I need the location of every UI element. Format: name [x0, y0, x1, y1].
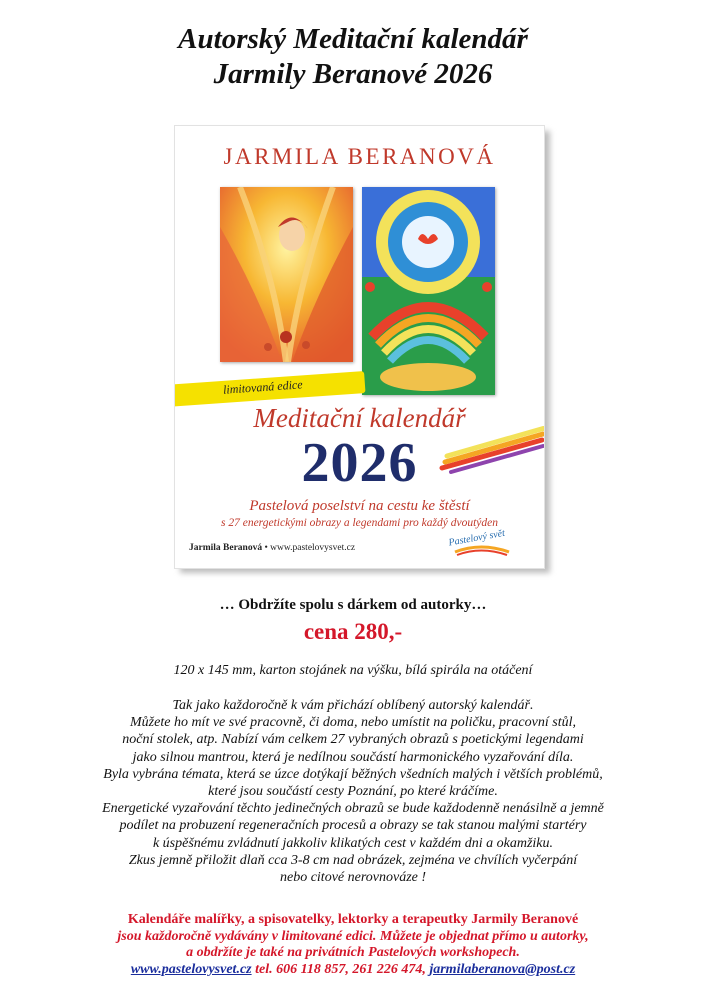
- cover-author: JARMILA BERANOVÁ: [223, 144, 496, 169]
- description-line: Energetické vyzařování těchto jedinečných obrazů se bude každodenně nenásilně a jemně: [102, 801, 604, 817]
- contact-line-3: a obdržíte je také na privátních Pastelových workshopech.: [186, 945, 520, 960]
- hint-line: nebo citové nerovnováze !: [279, 870, 427, 885]
- usage-hint: [0, 852, 706, 886]
- description-line: jako silnou mantrou, která je nedílnou součástí harmonického vyzařování díla.: [132, 749, 574, 765]
- description: [0, 697, 706, 852]
- painting-right: [362, 187, 495, 395]
- description-line: které jsou součástí cesty Poznání, po které kráčíme.: [208, 784, 498, 800]
- description-line: Tak jako každoročně k vám přichází oblíbený autorský kalendář.: [172, 698, 534, 713]
- logo-text: Pastelový svět: [447, 527, 506, 549]
- painting-left: [220, 187, 353, 362]
- description-line: k úspěšnému zvládnutí jakkoliv klikatých cest v každém dni a okamžiku.: [152, 835, 554, 851]
- cover-calendar-title: Meditační kalendář: [253, 403, 466, 433]
- price: cena 280,-: [303, 619, 403, 644]
- hint-line: Zkus jemně přiložit dlaň cca 3-8 cm nad obrázek, zejména ve chvílích vyčerpání: [128, 853, 578, 868]
- contact-line-2: jsou každoročně vydávány v limitované edici. Můžete je objednat přímo u autorky,: [117, 928, 589, 944]
- contact-block: [0, 912, 706, 978]
- cover-footer-web: • www.pastelovysvet.cz: [262, 543, 356, 553]
- phone-numbers: tel. 606 118 857, 261 226 474,: [251, 961, 430, 977]
- title-line-1: Autorský Meditační kalendář: [178, 23, 528, 55]
- title-line-2: Jarmily Beranové 2026: [213, 58, 493, 90]
- page-title: [0, 22, 706, 92]
- description-line: noční stolek, atp. Nabízí vám celkem 27 vybraných obrazů s poetickými legendami: [122, 732, 584, 748]
- limited-edition-badge: limitovaná edice: [222, 377, 303, 397]
- gift-note: … Obdržíte spolu s dárkem od autorky…: [219, 597, 487, 613]
- contact-line-4: [0, 962, 706, 979]
- website-link[interactable]: www.pastelovysvet.cz: [130, 961, 252, 977]
- cover-subtitle-detail: s 27 energetickými obrazy a legendami pro každý dvoutýden: [221, 517, 498, 529]
- cover-subtitle: Pastelová poselství na cestu ke štěstí: [249, 498, 470, 514]
- calendar-cover-image: [174, 125, 545, 569]
- cover-year: 2026: [301, 432, 418, 494]
- contact-line-1: Kalendáře malířky, a spisovatelky, lektorky a terapeutky Jarmily Beranové: [127, 912, 579, 927]
- description-line: Byla vybrána témata, která se úzce dotýkají běžných všedních malých i větších problémů,: [103, 766, 603, 782]
- pastelovy-svet-logo: [445, 524, 517, 560]
- product-spec: 120 x 145 mm, karton stojánek na výšku, bílá spirála na otáčení: [173, 663, 533, 678]
- email-link[interactable]: jarmilaberanova@post.cz: [429, 961, 576, 977]
- description-line: Můžete ho mít ve své pracovně, či doma, nebo umístit na poličku, pracovní stůl,: [130, 715, 576, 731]
- cover-footer-author: Jarmila Beranová: [189, 543, 263, 553]
- description-line: podílet na probuzení regeneračních procesů a obrazy se tak stanou malými startéry: [119, 818, 587, 834]
- cover-footer: [189, 543, 355, 553]
